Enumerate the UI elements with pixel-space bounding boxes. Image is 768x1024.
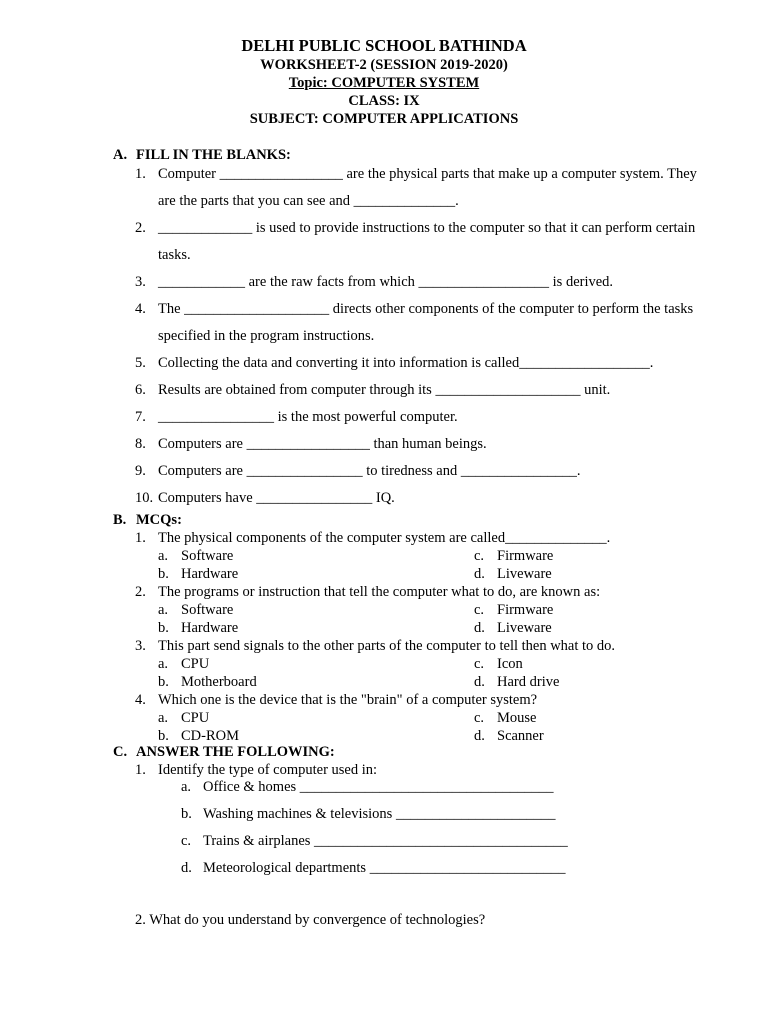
fill-question [113,296,713,350]
fill-question [113,404,713,431]
mcq-option: b. CD-ROM [158,728,240,744]
mcq-option: a. CPU [158,656,210,672]
sub-question-text: Trains & airplanes ___________________________________ [203,833,568,849]
section-heading: FILL IN THE BLANKS: [136,147,291,163]
answer-question-2: 2. What do you understand by convergence of technologies? [135,912,486,928]
fill-question [113,269,713,296]
question-number: 6. [135,382,146,398]
fill-question [113,485,713,512]
question-text: This part send signals to the other parts of the computer to tell then what to do. [158,638,616,654]
section-heading: MCQs: [136,512,182,528]
question-number: 4. [135,301,146,317]
section-c-title [113,743,713,761]
question-number: 2. [135,584,146,600]
mcq-question [113,529,713,547]
section-b-title [113,511,713,529]
section-letter: A. [113,147,128,163]
section-heading: ANSWER THE FOLLOWING: [136,744,335,760]
worksheet-header [0,36,768,128]
question-text: The programs or instruction that tell the computer what to do, are known as: [158,584,601,600]
question-text: Computers are _________________ than human beings. [158,436,487,452]
question-text: ____________ are the raw facts from which __________________ is derived. [158,274,614,290]
sub-question-text: Washing machines & televisions ______________________ [203,806,556,822]
mcq-option: c. Icon [474,656,523,672]
mcq-option: a. CPU [158,710,210,726]
class-line: CLASS: IX [348,93,420,109]
question-number: 3. [135,638,146,654]
mcq-option: d. Hard drive [474,674,560,690]
mcq-option: c. Mouse [474,710,537,726]
mcq-option: d. Scanner [474,728,544,744]
fill-question [113,215,713,269]
mcq-option: b. Hardware [158,566,239,582]
sub-question [113,774,713,801]
sub-question [113,855,713,882]
question-text: Collecting the data and converting it into information is called__________________. [158,355,654,371]
question-number: 10. [135,490,154,506]
question-text: Computers are ________________ to tiredness and ________________. [158,463,581,479]
question-text: Computer _________________ are the physical parts that make up a computer system. They are the parts that you can see and ______________. [158,166,697,209]
question-number: 3. [135,274,146,290]
question-number: 7. [135,409,146,425]
question-number: 2. [135,220,146,236]
question-number: 8. [135,436,146,452]
subject-line: SUBJECT: COMPUTER APPLICATIONS [249,111,519,127]
fill-question [113,431,713,458]
mcq-option: d. Liveware [474,620,552,636]
sub-question-letter: a. [181,779,192,795]
sub-question-letter: d. [181,860,192,876]
mcq-question [113,583,713,601]
mcq-option: c. Firmware [474,602,554,618]
question-number: 4. [135,692,146,708]
mcq-question [113,691,713,709]
section-fill-in-the-blanks [113,146,713,512]
question-text: The ____________________ directs other components of the computer to perform the tasks specified in the program instructions. [158,301,694,344]
sub-question-letter: b. [181,806,192,822]
fill-question [113,458,713,485]
mcq-option: b. Hardware [158,620,239,636]
mcq-options [113,601,713,637]
question-number: 1. [135,762,146,778]
mcq-options [113,655,713,691]
mcq-option: a. Software [158,548,234,564]
question-text: _____________ is used to provide instructions to the computer so that it can perform certain tasks. [158,220,696,263]
topic-line: Topic: COMPUTER SYSTEM [288,75,480,91]
mcq-option: a. Software [158,602,234,618]
question-text: Computers have ________________ IQ. [158,490,395,506]
sub-question-letter: c. [181,833,192,849]
question-number: 5. [135,355,146,371]
sub-question-text: Meteorological departments ___________________________ [203,860,566,876]
question-text: Which one is the device that is the "brain" of a computer system? [158,692,538,708]
section-answer-the-following [113,743,713,882]
worksheet-title: WORKSHEET-2 (SESSION 2019-2020) [260,57,508,73]
mcq-option: b. Motherboard [158,674,257,690]
mcq-options [113,709,713,745]
mcq-option: d. Liveware [474,566,552,582]
fill-question [113,161,713,215]
sub-question-text: Office & homes ___________________________________ [203,779,554,795]
section-letter: B. [113,512,127,528]
fill-question [113,377,713,404]
question-number: 9. [135,463,146,479]
question-number: 1. [135,530,146,546]
sub-question [113,828,713,855]
mcq-option: c. Firmware [474,548,554,564]
question-text: The physical components of the computer system are called______________. [158,530,611,546]
question-text: Results are obtained from computer through its ____________________ unit. [158,382,611,398]
question-text: Identify the type of computer used in: [158,762,378,778]
mcq-question [113,637,713,655]
question-text: ________________ is the most powerful computer. [158,409,458,425]
fill-question [113,350,713,377]
section-letter: C. [113,744,128,760]
mcq-options [113,547,713,583]
section-mcqs [113,511,713,745]
sub-question [113,801,713,828]
school-name: DELHI PUBLIC SCHOOL BATHINDA [241,36,527,55]
question-number: 1. [135,166,146,182]
